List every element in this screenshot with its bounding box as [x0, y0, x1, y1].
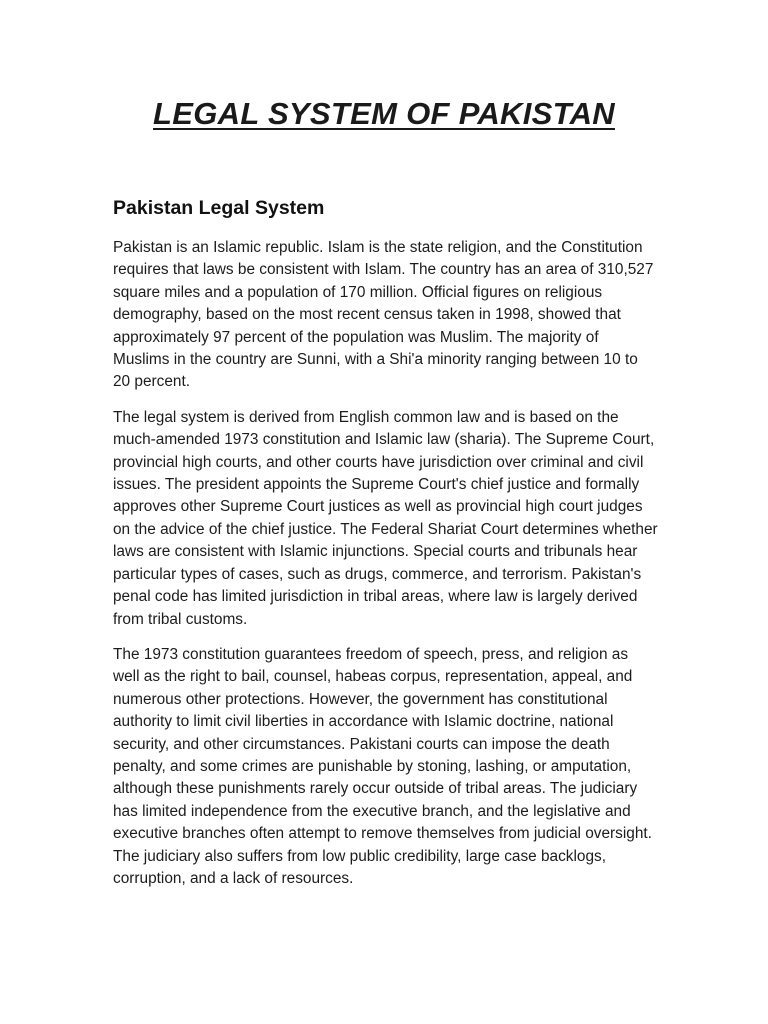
paragraph-legal-system: The legal system is derived from English common law and is based on the much-amended 1973 constitution and Islamic law (sharia). The Supreme Court, provincial high courts, and other courts have jurisdiction over criminal and civil issues. The president appoints the Supreme Court's chief justice and formally approves other Supreme Court justices as well as provincial high court judges on the advice of the chief justice. The Federal Shariat Court determines whether laws are consistent with Islamic injunctions. Special courts and tribunals hear particular types of cases, such as drugs, commerce, and terrorism. Pakistan's penal code has limited jurisdiction in tribal areas, where law is largely derived from tribal customs.: [113, 408, 658, 628]
document-title: LEGAL SYSTEM OF PAKISTAN: [153, 96, 615, 131]
paragraph-overview: Pakistan is an Islamic republic. Islam is the state religion, and the Constitution requires that laws be consistent with Islam. The country has an area of 310,527 square miles and a population of 170 million. Official figures on religious demography, based on the most recent census taken in 1998, showed that approximately 97 percent of the population was Muslim. The majority of Muslims in the country are Sunni, with a Shi'a minority ranging between 10 to 20 percent.: [113, 239, 654, 391]
paragraph-constitution: The 1973 constitution guarantees freedom of speech, press, and religion as well as the right to bail, counsel, habeas corpus, representation, appeal, and numerous other protections. However, the government has constitutional authority to limit civil liberties in accordance with Islamic doctrine, national security, and other circumstances. Pakistani courts can impose the death penalty, and some crimes are punishable by stoning, lashing, or amputation, although these punishments rarely occur outside of tribal areas. The judiciary has limited independence from the executive branch, and the legislative and executive branches often attempt to remove themselves from judicial oversight. The judiciary also suffers from low public credibility, large case backlogs, corruption, and a lack of resources.: [113, 645, 652, 887]
document-body: [113, 193, 658, 903]
section-heading: Pakistan Legal System: [113, 197, 325, 219]
